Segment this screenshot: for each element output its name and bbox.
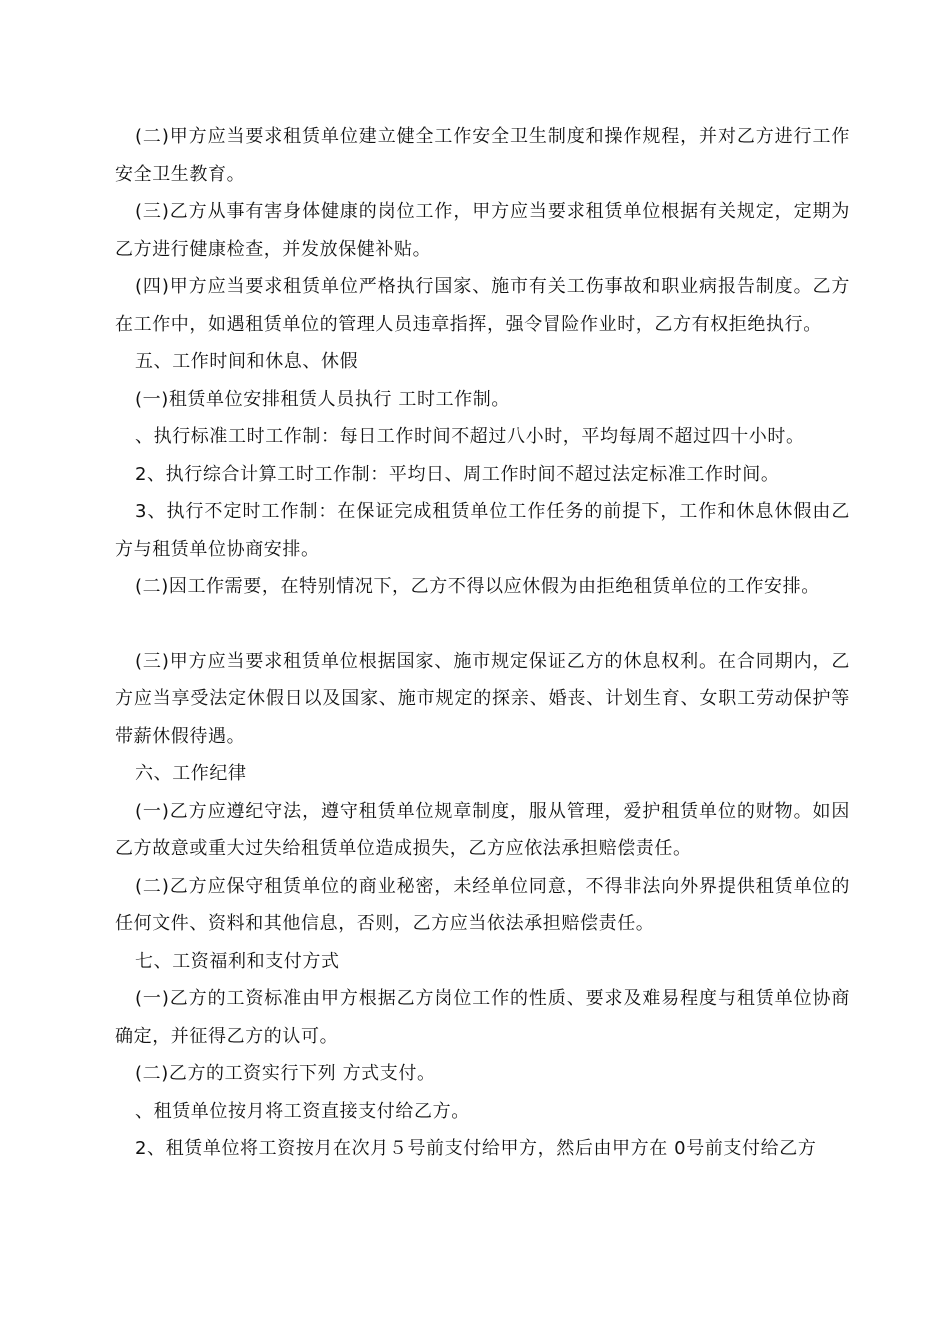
paragraph-injury-report: (四)甲方应当要求租赁单位严格执行国家、施市有关工伤事故和职业病报告制度。乙方在工作中，如遇租赁单位的管理人员违章指挥，强令冒险作业时，乙方有权拒绝执行。 (115, 276, 850, 335)
paragraph-indirect-payment: 2、租赁单位将工资按月在次月５号前支付给甲方，然后由甲方在 0号前支付给乙方 (135, 1138, 817, 1159)
paragraph-direct-payment: 、租赁单位按月将工资直接支付给乙方。 (135, 1100, 470, 1122)
paragraph-safety-rules: (二)甲方应当要求租赁单位建立健全工作安全卫生制度和操作规程，并对乙方进行工作安全卫生教育。 (115, 126, 850, 185)
document-body (115, 118, 850, 1168)
paragraph-special-circumstances: (二)因工作需要，在特别情况下，乙方不得以应休假为由拒绝租赁单位的工作安排。 (135, 576, 820, 597)
paragraph-payment-method: (二)乙方的工资实行下列 方式支付。 (135, 1063, 436, 1084)
section-heading-discipline: 六、工作纪律 (135, 763, 247, 784)
paragraph-obey-rules: (一)乙方应遵纪守法，遵守租赁单位规章制度，服从管理，爱护租赁单位的财物。如因乙方故意或重大过失给租赁单位造成损失，乙方应依法承担赔偿责任。 (115, 800, 850, 859)
paragraph-health-check: (三)乙方从事有害身体健康的岗位工作，甲方应当要求租赁单位根据有关规定，定期为乙方进行健康检查，并发放保健补贴。 (115, 201, 850, 260)
paragraph-wage-standard: (一)乙方的工资标准由甲方根据乙方岗位工作的性质、要求及难易程度与租赁单位协商确定，并征得乙方的认可。 (115, 988, 850, 1047)
section-heading-work-time: 五、工作时间和休息、休假 (135, 351, 359, 372)
paragraph-flexible-hours: 3、执行不定时工作制：在保证完成租赁单位工作任务的前提下，工作和休息休假由乙方与租赁单位协商安排。 (115, 501, 850, 560)
paragraph-comprehensive-hours: 2、执行综合计算工时工作制：平均日、周工作时间不超过法定标准工作时间。 (135, 463, 780, 485)
paragraph-trade-secrets: (二)乙方应保守租赁单位的商业秘密，未经单位同意，不得非法向外界提供租赁单位的任何文件、资料和其他信息，否则，乙方应当依法承担赔偿责任。 (115, 875, 850, 934)
paragraph-rest-rights: (三)甲方应当要求租赁单位根据国家、施市规定保证乙方的休息权利。在合同期内，乙方应当享受法定休假日以及国家、施市规定的探亲、婚丧、计划生育、女职工劳动保护等带薪休假待遇。 (115, 650, 850, 747)
section-heading-wages: 七、工资福利和支付方式 (135, 950, 340, 972)
paragraph-standard-hours: 、执行标准工时工作制：每日工作时间不超过八小时，平均每周不超过四十小时。 (135, 426, 805, 447)
paragraph-work-system: (一)租赁单位安排租赁人员执行 工时工作制。 (135, 388, 510, 410)
